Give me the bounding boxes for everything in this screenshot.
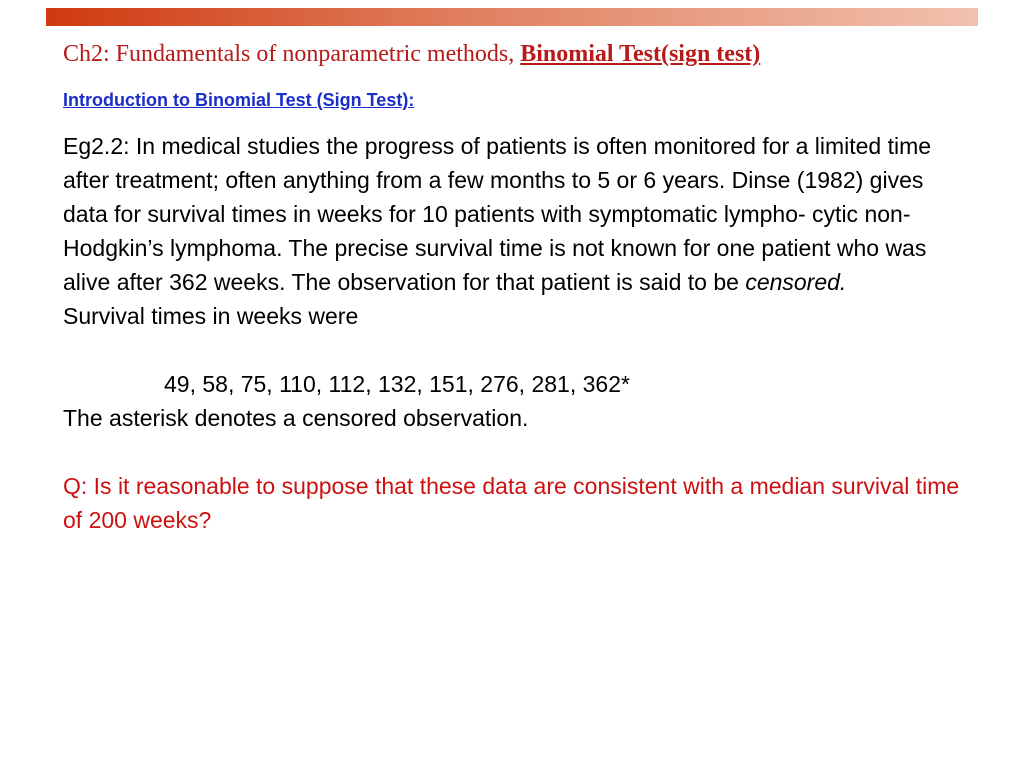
header-accent-bar xyxy=(46,8,978,26)
asterisk-note: The asterisk denotes a censored observation. xyxy=(63,405,529,431)
slide-content xyxy=(63,85,973,537)
blank-line xyxy=(63,333,973,367)
slide-title xyxy=(63,40,760,69)
survival-intro: Survival times in weeks were xyxy=(63,303,359,329)
example-text: Eg2.2: In medical studies the progress of patients is often monitored for a limited time after treatment; often anything from a few months to 5 or 6 years. Dinse (1982) gives data for survival times in weeks for 10 patients with symptomatic lympho- cytic non-Hodgkin’s lymphoma. The precise survival time is not known for one patient who was alive after 362 weeks. The observation for that patient is said to be xyxy=(63,133,932,295)
censored-term: censored. xyxy=(745,269,847,295)
blank-line xyxy=(63,435,973,469)
slide-title-prefix: Ch2: Fundamentals of nonparametric methods, xyxy=(63,41,515,67)
section-subtitle: Introduction to Binomial Test (Sign Test): xyxy=(63,90,415,110)
slide-title-emphasis: Binomial Test(sign test) xyxy=(520,41,761,67)
example-paragraph xyxy=(63,129,973,333)
question-text: Q: Is it reasonable to suppose that these data are consistent with a median survival time of 200 weeks? xyxy=(63,473,960,533)
survival-data-values: 49, 58, 75, 110, 112, 132, 151, 276, 281, 362* xyxy=(164,371,630,397)
